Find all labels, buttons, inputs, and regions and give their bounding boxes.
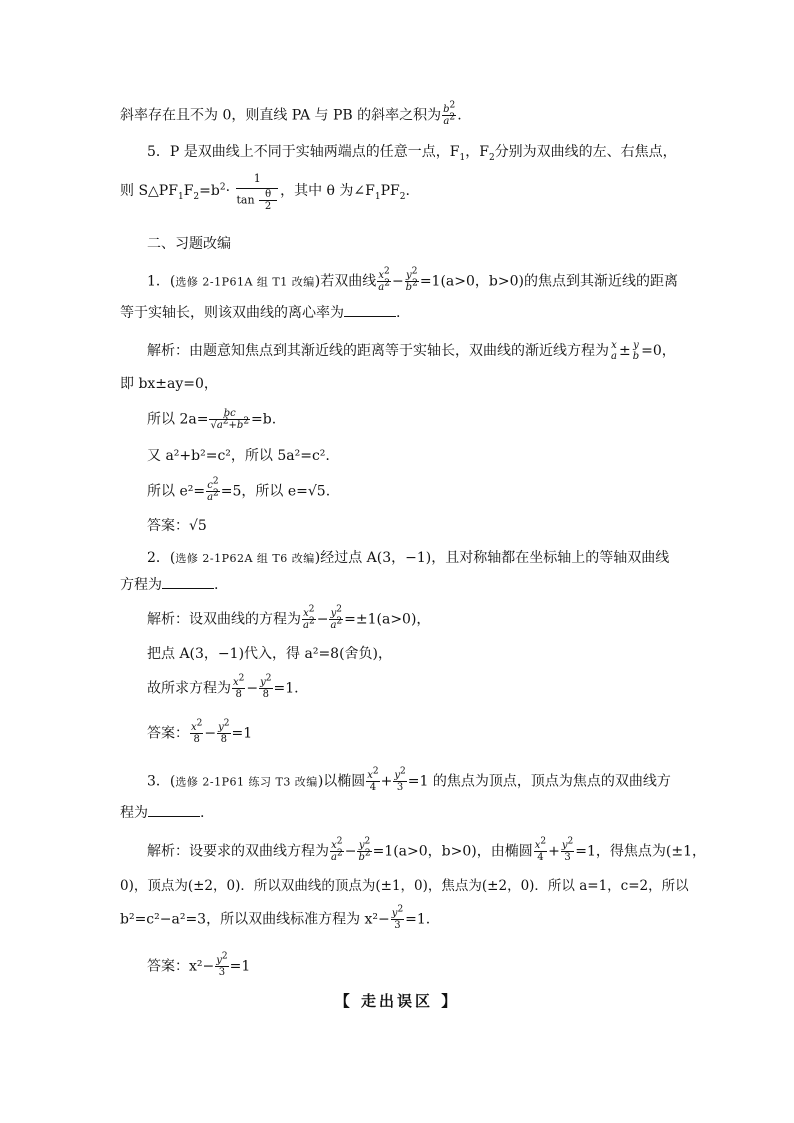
question-3-cont xyxy=(120,804,204,822)
text: F xyxy=(183,183,194,199)
text: )经过点 A(3，−1)，且对称轴都在坐标轴上的等轴双曲线 xyxy=(314,550,670,566)
question-1-cont xyxy=(120,304,400,322)
text: =1. xyxy=(273,680,299,697)
solution-2: 解析：设双曲线的方程为 $\frac{x^2}{a^2}$ − $\frac{y^2}{a^2}$ =±1(a>0)， xyxy=(147,604,431,631)
answer-blank[interactable] xyxy=(148,804,200,817)
text: . xyxy=(200,805,205,821)
fraction: $\frac{x^2}{a^2}$ xyxy=(378,266,390,293)
text: 斜率存在且不为 0，则直线 PA 与 PB 的斜率之积为 xyxy=(120,107,442,124)
two: 2 xyxy=(264,201,272,212)
fraction: $\frac{b^2}{a^2}$ xyxy=(443,100,456,127)
fraction: $\frac{x^2}{4}$ xyxy=(534,836,547,863)
text: 所以 2a= xyxy=(147,411,209,428)
fraction: $\frac{y^2}{3}$ xyxy=(561,836,574,863)
text-line: 把点 A(3，−1)代入，得 a²=8(舍负)， xyxy=(147,646,392,662)
text: =b xyxy=(199,183,220,199)
text: PF xyxy=(380,183,400,199)
text: 3．( xyxy=(147,773,176,790)
text-line: 0)，顶点为(±2，0)．所以双曲线的顶点为(±1，0)，焦点为(±2，0)．所以 a=1，c=2，所以 xyxy=(120,878,689,894)
text: ，其中 θ 为∠F xyxy=(280,183,375,199)
text: =1(a>0，b>0)的焦点到其渐近线的距离 xyxy=(419,273,678,290)
text: 故所求方程为 xyxy=(147,680,231,697)
text: 等于实轴长，则该双曲线的离心率为 xyxy=(120,305,344,321)
text-line xyxy=(147,476,331,503)
fraction: $\frac{c^2}{a^2}$ xyxy=(207,476,219,503)
section-title: 二、习题改编 xyxy=(147,236,231,252)
text: =0， xyxy=(641,343,676,359)
fraction: $\frac{x^2}{8}$ xyxy=(191,718,203,745)
tan-word: tan xyxy=(236,193,255,207)
answer-blank[interactable] xyxy=(162,576,214,589)
text: . xyxy=(396,305,401,321)
fraction: $\frac{y^2}{b^2}$ xyxy=(405,266,418,293)
answer-3 xyxy=(147,951,251,978)
text-line xyxy=(147,408,276,431)
question-1: 1．(选修 2-1P61A 组 T1 改编)若双曲线 $\frac{x^2}{a^2}$ − $\frac{y^2}{b^2}$ =1(a>0，b>0)的焦点到其渐近线的距离 xyxy=(147,266,678,293)
text: =1(a>0，b>0)，由椭圆 xyxy=(372,843,533,860)
text-line: 斜率存在且不为 0，则直线 PA 与 PB 的斜率之积为 $\frac{b^2}{a^2}$ . xyxy=(120,100,462,127)
answer-1: 答案：√5 xyxy=(147,518,207,534)
text: . xyxy=(405,183,410,199)
text: 5．P 是双曲线上不同于实轴两端点的任意一点，F xyxy=(147,144,460,160)
tan-denominator xyxy=(236,189,278,212)
text: 答案：x²− xyxy=(147,958,215,975)
fraction: $\frac{x^2}{a^2}$ xyxy=(331,836,343,863)
text: =5，所以 e=√5. xyxy=(220,483,331,500)
text: =1 xyxy=(231,725,253,742)
source-tag: 选修 2-1P61 练习 T3 改编 xyxy=(175,775,318,789)
text: 分别为双曲线的左、右焦点， xyxy=(494,144,677,160)
text: 所以 e²= xyxy=(147,483,206,500)
text-line: 即 bx±ay=0， xyxy=(120,376,218,392)
answer-2: 答案： $\frac{x^2}{8}$ − $\frac{y^2}{8}$ =1 xyxy=(147,718,253,745)
question-3: 3．(选修 2-1P61 练习 T3 改编)以椭圆 $\frac{x^2}{4}$ + $\frac{y^2}{3}$ =1 的焦点为顶点，顶点为焦点的双曲线方 xyxy=(147,766,671,793)
fraction: $\frac{y^2}{3}$ xyxy=(391,904,404,931)
fraction: $\frac{x^2}{8}$ xyxy=(233,673,245,700)
solution-1: 解析：由题意知焦点到其渐近线的距离等于实轴长，双曲线的渐近线方程为 x a ± y b =0， xyxy=(147,340,676,362)
source-tag: 选修 2-1P61A 组 T1 改编 xyxy=(175,275,315,289)
text: )以椭圆 xyxy=(317,773,366,790)
fraction: $\frac{y^2}{3}$ xyxy=(216,951,228,978)
text: 解析：由题意知焦点到其渐近线的距离等于实轴长，双曲线的渐近线方程为 xyxy=(147,343,609,359)
fraction: y b xyxy=(632,340,640,362)
fraction: $\frac{x^2}{4}$ xyxy=(367,766,379,793)
fraction: $\frac{y^2}{8}$ xyxy=(260,673,272,700)
text: 答案： xyxy=(147,725,189,742)
text: =1 的焦点为顶点，顶点为焦点的双曲线方 xyxy=(407,773,671,790)
text-line: 又 a²+b²=c²，所以 5a²=c². xyxy=(147,448,330,464)
text: 解析：设双曲线的方程为 xyxy=(147,611,301,628)
fraction: x a xyxy=(611,340,617,362)
text: 解析：设要求的双曲线方程为 xyxy=(147,843,329,860)
section-heading: 【 走出误区 】 xyxy=(334,992,460,1010)
text: =1，得焦点为(±1， xyxy=(575,843,706,860)
text: )若双曲线 xyxy=(314,273,377,290)
question-2 xyxy=(147,549,669,568)
fraction: $\frac{y^2}{b^2}$ xyxy=(358,836,371,863)
theta: θ xyxy=(259,189,277,201)
text: . xyxy=(214,577,219,593)
tan-fraction xyxy=(236,170,278,212)
text: =1 xyxy=(229,958,251,975)
text: =b. xyxy=(251,411,277,428)
solution-3: 解析：设要求的双曲线方程为 $\frac{x^2}{a^2}$ − $\frac{y^2}{b^2}$ =1(a>0，b>0)，由椭圆 $\frac{x^2}{4}$ + $\frac{y^2}{3}$ =1，得焦点为(±1， xyxy=(147,836,706,863)
tan-numerator: 1 xyxy=(236,170,278,189)
fraction xyxy=(259,189,277,212)
text: =1. xyxy=(405,911,431,928)
text: · xyxy=(225,183,231,199)
text: ，F xyxy=(465,144,489,160)
text: 则 S△PF xyxy=(120,183,178,199)
text: 1．( xyxy=(147,273,176,290)
fraction: $\frac{y^2}{a^2}$ xyxy=(330,604,343,631)
text: b²=c²−a²=3，所以双曲线标准方程为 x²− xyxy=(120,911,390,928)
text: =±1(a>0)， xyxy=(344,611,431,628)
text: 程为 xyxy=(120,805,148,821)
fraction: $\frac{y^2}{8}$ xyxy=(218,718,230,745)
fraction: $\frac{y^2}{3}$ xyxy=(394,766,406,793)
text: 2．( xyxy=(147,550,176,566)
fraction: $\frac{bc}{√a^2+b^2}$ xyxy=(210,408,250,431)
text-line: 则 $S\triangle PF_1F_2=b^2\cdot$ 1 tan $\frac{\theta}{2}$ ，其中 θ 为$\angle F_1PF_2$. xyxy=(120,172,410,212)
text-line: 5．P 是双曲线上不同于实轴两端点的任意一点，$F_1$，$F_2$分别为双曲线的左、右焦点， xyxy=(147,144,677,163)
question-2-cont xyxy=(120,576,218,594)
answer-blank[interactable] xyxy=(344,304,396,317)
text-line: 故所求方程为 $\frac{x^2}{8}$ − $\frac{y^2}{8}$ =1. xyxy=(147,673,299,700)
fraction: $\frac{x^2}{a^2}$ xyxy=(303,604,315,631)
text: 方程为 xyxy=(120,577,162,593)
text-line xyxy=(120,904,431,931)
source-tag: 选修 2-1P62A 组 T6 改编 xyxy=(175,552,315,565)
